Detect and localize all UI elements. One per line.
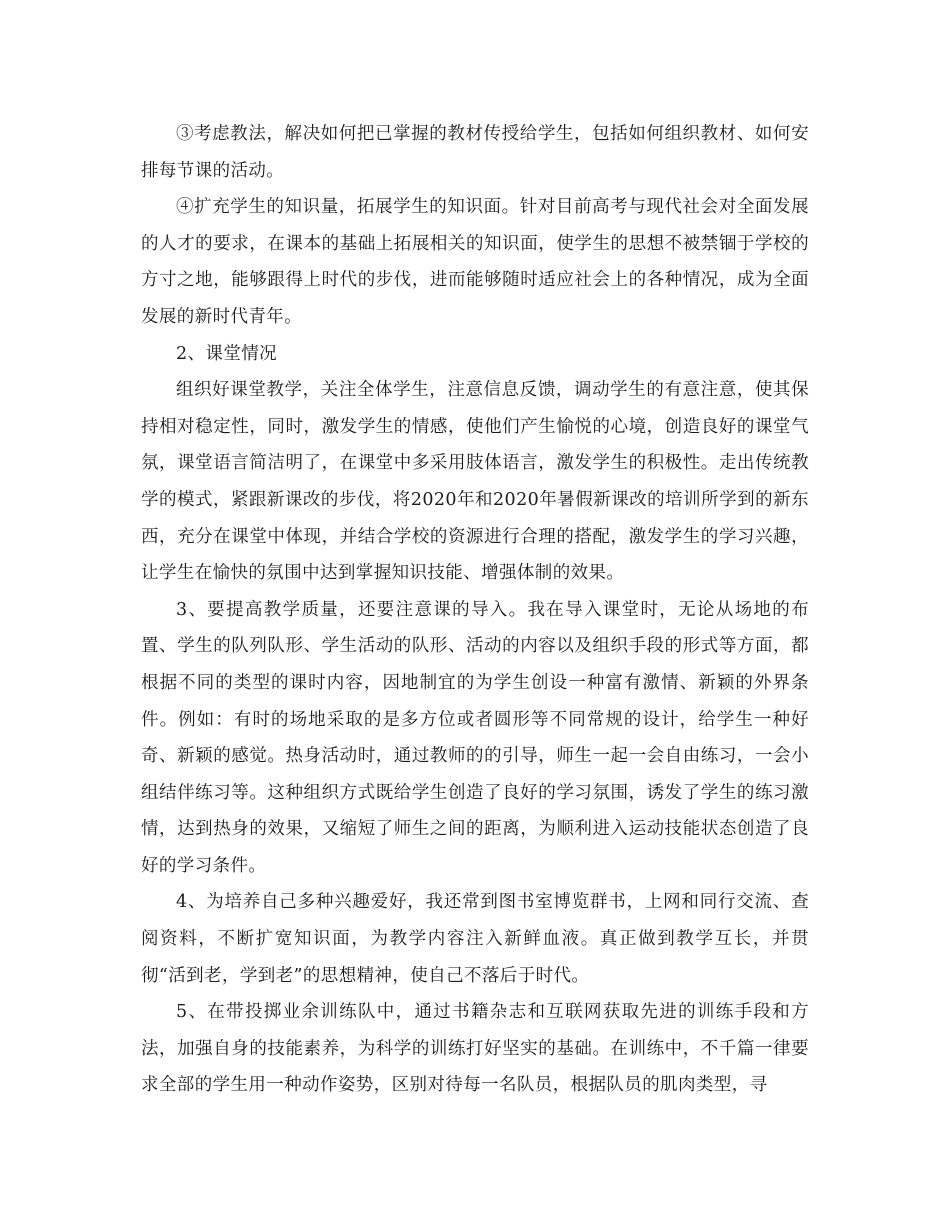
paragraph-training-team: 5、在带投掷业余训练队中，通过书籍杂志和互联网获取先进的训练手段和方法，加强自身的技能素养，为科学的训练打好坚实的基础。在训练中，不千篇一律要求全部的学生用一种动作姿势，区别对待每一名队员，根据队员的肌肉类型，寻 [141,1002,809,1096]
section-heading-classroom: 2、课堂情况 [176,343,278,364]
paragraph-teaching-method: ③考虑教法，解决如何把已掌握的教材传授给学生，包括如何组织教材、如何安排每节课的活动。 [141,124,809,181]
paragraph-expand-knowledge: ④扩充学生的知识量，拓展学生的知识面。针对目前高考与现代社会对全面发展的人才的要求，在课本的基础上拓展相关的知识面，使学生的思想不被禁锢于学校的方寸之地，能够跟得上时代的步伐，进而能够随时适应社会上的各种情况，成为全面发展的新时代青年。 [141,197,809,327]
document-body [141,116,809,1104]
paragraph-classroom-teaching: 组织好课堂教学，关注全体学生，注意信息反馈，调动学生的有意注意，使其保持相对稳定性，同时，激发学生的情感，使他们产生愉悦的心境，创造良好的课堂气氛，课堂语言简洁明了，在课堂中多采用肢体语言，激发学生的积极性。走出传统教学的模式，紧跟新课改的步伐，将2020年和2020年暑假新课改的培训所学到的新东西，充分在课堂中体现，并结合学校的资源进行合理的搭配，激发学生的学习兴趣，让学生在愉快的氛围中达到掌握知识技能、增强体制的效果。 [141,380,809,584]
paragraph-interests: 4、为培养自己多种兴趣爱好，我还常到图书室博览群书，上网和同行交流、查阅资料，不断扩宽知识面，为教学内容注入新鲜血液。真正做到教学互长，并贯彻“活到老，学到老”的思想精神，使自己不落后于时代。 [141,892,809,986]
paragraph-lesson-introduction: 3、要提高教学质量，还要注意课的导入。我在导入课堂时，无论从场地的布置、学生的队列队形、学生活动的队形、活动的内容以及组织手段的形式等方面，都根据不同的类型的课时内容，因地制宜的为学生创设一种富有激情、新颖的外界条件。例如：有时的场地采取的是多方位或者圆形等不同常规的设计，给学生一种好奇、新颖的感觉。热身活动时，通过教师的的引导，师生一起一会自由练习，一会小组结伴练习等。这种组织方式既给学生创造了良好的学习氛围，诱发了学生的练习激情，达到热身的效果，又缩短了师生之间的距离，为顺利进入运动技能状态创造了良好的学习条件。 [141,599,809,876]
